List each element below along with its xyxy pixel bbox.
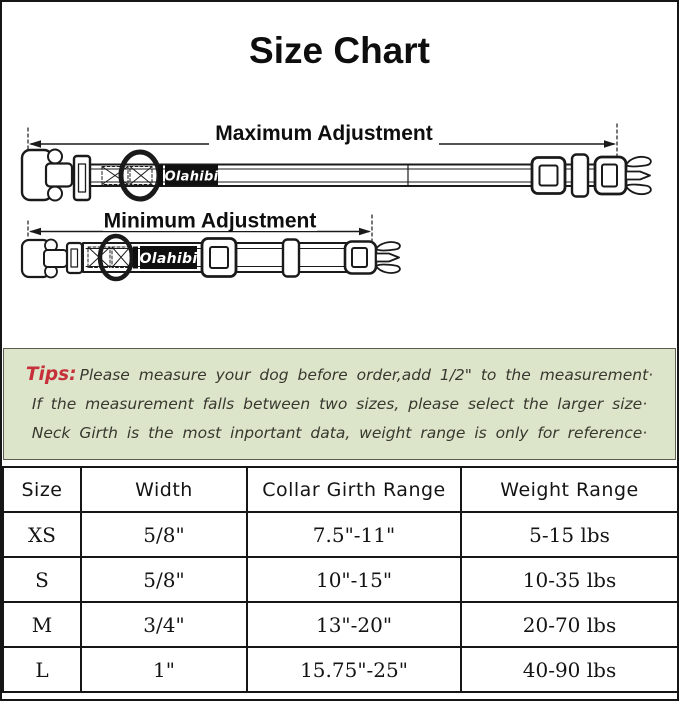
page-title: Size Chart: [249, 30, 430, 71]
cell-girth: 7.5"-11": [247, 512, 461, 557]
cell-girth: 13"-20": [247, 602, 461, 647]
tip-line-2: [4, 390, 675, 419]
male-buckle: [595, 157, 651, 194]
collar-min-illustration: [22, 236, 400, 279]
tips-box: [3, 348, 676, 460]
tip-text-3: Neck Girth is the most inportant data, weight range is only for reference·: [31, 424, 648, 442]
male-buckle: [345, 242, 400, 274]
tri-glide-slider: [202, 239, 236, 277]
cell-weight: 5-15 lbs: [461, 512, 678, 557]
cell-width: 5/8": [81, 512, 247, 557]
tri-glide-slider: [532, 158, 565, 194]
min-adjustment-label: Minimum Adjustment: [103, 209, 317, 233]
size-table: [2, 466, 679, 693]
table-row-xs: [3, 512, 678, 557]
table-header-row: [3, 467, 678, 512]
tip-line-3: [4, 419, 675, 448]
max-adjustment-label: Maximum Adjustment: [215, 122, 433, 145]
table-row-l: [3, 647, 678, 692]
cell-girth: 15.75"-25": [247, 647, 461, 692]
collar-adjustment-diagram: [0, 112, 679, 310]
brand-label: [158, 165, 219, 186]
cell-width: 1": [81, 647, 247, 692]
cell-width: 5/8": [81, 557, 247, 602]
keeper-loop: [283, 240, 299, 277]
cell-weight: 20-70 lbs: [461, 602, 678, 647]
tips-heading: Tips:: [25, 364, 77, 385]
cell-size: L: [3, 647, 81, 692]
cell-weight: 40-90 lbs: [461, 647, 678, 692]
cell-size: S: [3, 557, 81, 602]
tip-text-1: Please measure your dog before order,add 1/2" to the measurement·: [79, 366, 654, 384]
cell-weight: 10-35 lbs: [461, 557, 678, 602]
col-header-weight: Weight Range: [461, 467, 678, 512]
collar-max-illustration: [22, 150, 651, 201]
brand-text: Olahibi: [164, 169, 219, 185]
cell-width: 3/4": [81, 602, 247, 647]
table-row-m: [3, 602, 678, 647]
col-header-size: Size: [3, 467, 81, 512]
female-buckle: [22, 240, 82, 278]
table-row-s: [3, 557, 678, 602]
cell-size: XS: [3, 512, 81, 557]
col-header-girth: Collar Girth Range: [247, 467, 461, 512]
keeper-loop: [572, 155, 588, 197]
tip-line-1: [4, 360, 675, 390]
brand-label: [133, 246, 197, 269]
cell-size: M: [3, 602, 81, 647]
tip-text-2: If the measurement falls between two sizes, please select the larger size·: [31, 395, 648, 413]
cell-girth: 10"-15": [247, 557, 461, 602]
col-header-width: Width: [81, 467, 247, 512]
female-buckle: [22, 150, 90, 201]
max-adjustment-arrow: [28, 116, 617, 168]
brand-text: Olahibi: [139, 251, 198, 267]
